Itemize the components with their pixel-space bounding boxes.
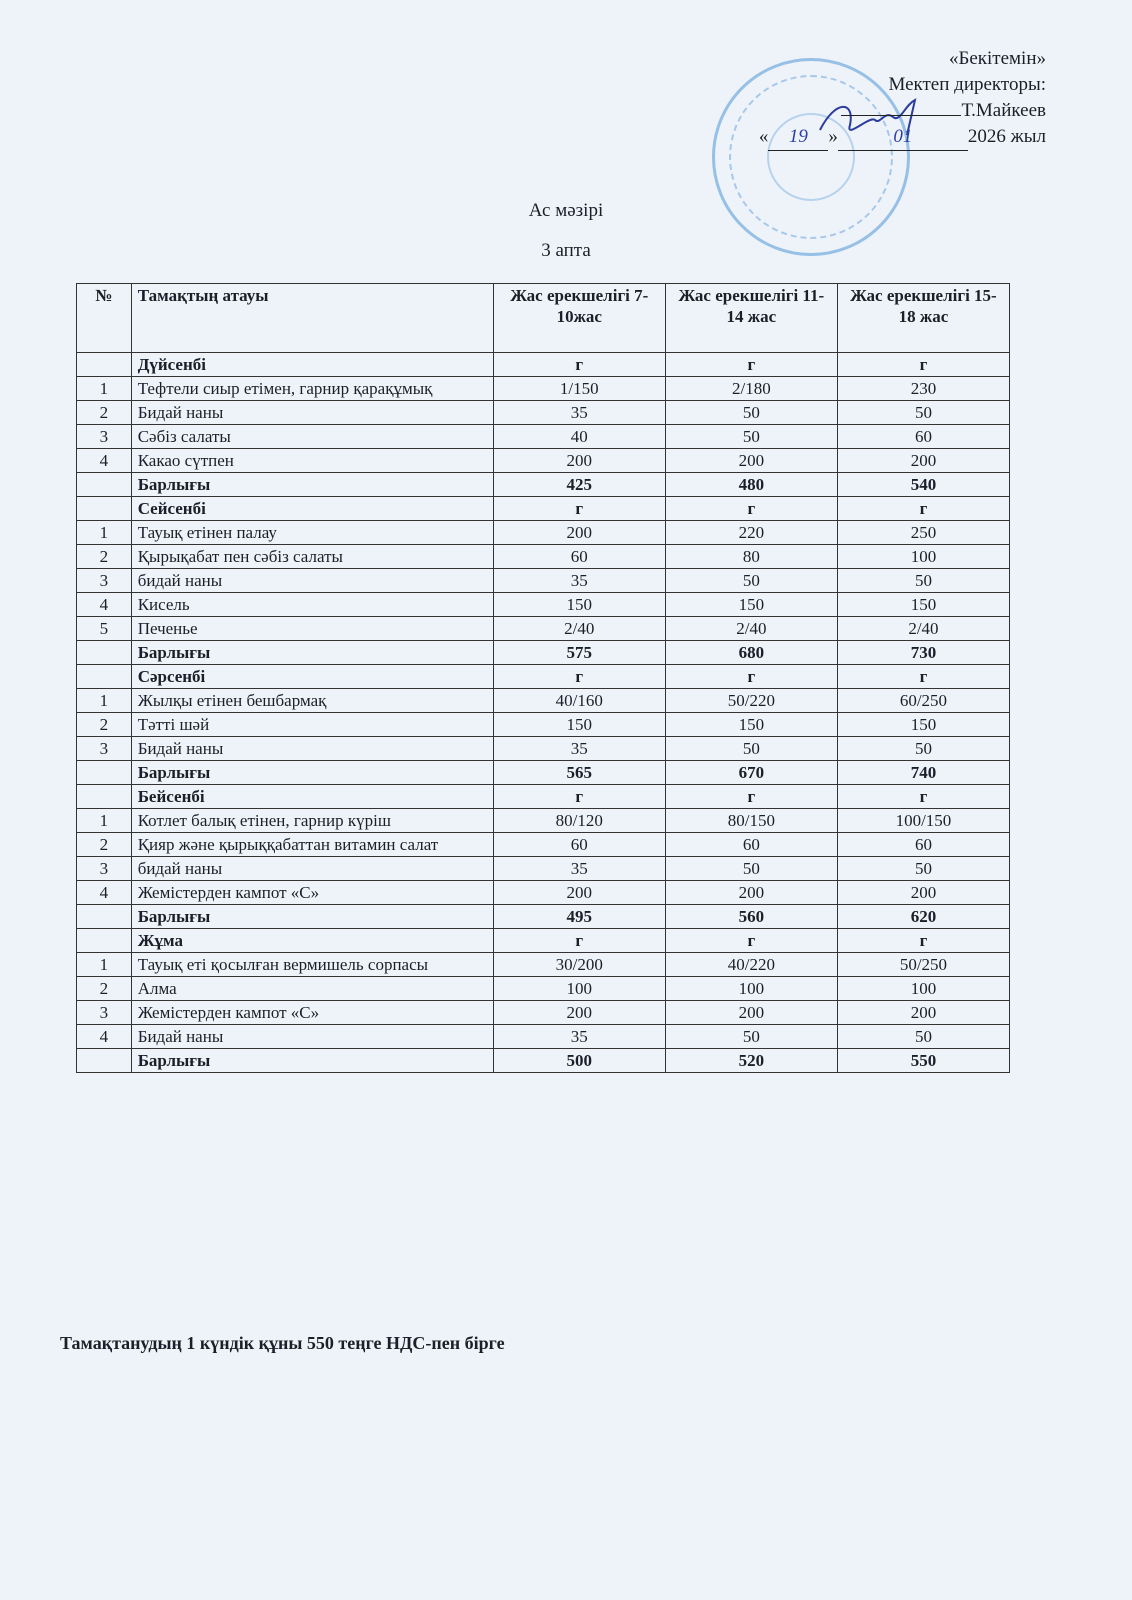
portion-cell: 100 [837, 977, 1009, 1001]
total-cell: 495 [493, 905, 665, 929]
dish-number: 2 [77, 401, 132, 425]
col-number: № [77, 284, 132, 353]
dish-row [77, 857, 1010, 881]
unit-cell: г [665, 353, 837, 377]
portion-cell: 200 [837, 1001, 1009, 1025]
dish-row [77, 401, 1010, 425]
approval-block: «Бекітемін» Мектеп директоры: Т.Майкеев « 19 » 01 2026 жыл [759, 46, 1046, 151]
dish-row [77, 953, 1010, 977]
col-age-7-10: Жас ерекшелігі 7-10жас [493, 284, 665, 353]
dish-name: Печенье [131, 617, 493, 641]
portion-cell: 100 [665, 977, 837, 1001]
dish-row [77, 809, 1010, 833]
portion-cell: 50 [837, 737, 1009, 761]
total-cell: 730 [837, 641, 1009, 665]
total-cell: 425 [493, 473, 665, 497]
dish-number: 4 [77, 881, 132, 905]
dish-row [77, 1025, 1010, 1049]
dish-name: Тауық еті қосылған вермишель сорпасы [131, 953, 493, 977]
dish-name: Бидай наны [131, 401, 493, 425]
total-label: Барлығы [131, 1049, 493, 1073]
director-position: Мектеп директоры: [888, 74, 1046, 95]
dish-number: 4 [77, 1025, 132, 1049]
dish-name: Жемістерден кампот «С» [131, 881, 493, 905]
document-title: Ас мәзірі [528, 200, 604, 221]
total-label: Барлығы [131, 905, 493, 929]
portion-cell: 60 [493, 833, 665, 857]
day-name: Дүйсенбі [131, 353, 493, 377]
day-name: Сейсенбі [131, 497, 493, 521]
director-name: Т.Майкеев [961, 100, 1046, 121]
dish-name: Жемістерден кампот «С» [131, 1001, 493, 1025]
unit-cell: г [665, 929, 837, 953]
dish-name: Кисель [131, 593, 493, 617]
portion-cell: 200 [837, 449, 1009, 473]
unit-cell: г [837, 929, 1009, 953]
unit-cell: г [837, 785, 1009, 809]
header-row [77, 284, 1010, 353]
unit-cell: г [665, 665, 837, 689]
day-header-row [77, 353, 1010, 377]
portion-cell: 1/150 [493, 377, 665, 401]
day-header-row [77, 497, 1010, 521]
dish-number: 2 [77, 977, 132, 1001]
unit-cell: г [665, 785, 837, 809]
dish-name: Қырықабат пен сәбіз салаты [131, 545, 493, 569]
portion-cell: 30/200 [493, 953, 665, 977]
day-header-row [77, 785, 1010, 809]
dish-name: Тауық етінен палау [131, 521, 493, 545]
day-name: Бейсенбі [131, 785, 493, 809]
unit-cell: г [493, 665, 665, 689]
portion-cell: 250 [837, 521, 1009, 545]
total-cell: 670 [665, 761, 837, 785]
dish-number: 3 [77, 857, 132, 881]
portion-cell: 100 [837, 545, 1009, 569]
portion-cell: 50 [665, 737, 837, 761]
portion-cell: 2/40 [493, 617, 665, 641]
number-cell [77, 473, 132, 497]
portion-cell: 50/220 [665, 689, 837, 713]
unit-cell: г [493, 353, 665, 377]
number-cell [77, 641, 132, 665]
col-dish-name: Тамақтың атауы [131, 284, 493, 353]
portion-cell: 80 [665, 545, 837, 569]
total-cell: 620 [837, 905, 1009, 929]
dish-name: Алма [131, 977, 493, 1001]
dish-number: 3 [77, 1001, 132, 1025]
portion-cell: 60 [837, 833, 1009, 857]
dish-number: 3 [77, 569, 132, 593]
dish-row [77, 833, 1010, 857]
total-row [77, 473, 1010, 497]
unit-cell: г [837, 665, 1009, 689]
unit-cell: г [493, 497, 665, 521]
total-cell: 500 [493, 1049, 665, 1073]
dish-row [77, 617, 1010, 641]
dish-name: Какао сүтпен [131, 449, 493, 473]
dish-row [77, 545, 1010, 569]
dish-row [77, 713, 1010, 737]
portion-cell: 150 [665, 713, 837, 737]
dish-name: Қияр және қырыққабаттан витамин салат [131, 833, 493, 857]
total-row [77, 1049, 1010, 1073]
number-cell [77, 785, 132, 809]
portion-cell: 200 [665, 1001, 837, 1025]
portion-cell: 35 [493, 1025, 665, 1049]
day-header-row [77, 929, 1010, 953]
dish-number: 1 [77, 521, 132, 545]
dish-number: 1 [77, 689, 132, 713]
unit-cell: г [837, 353, 1009, 377]
portion-cell: 50 [837, 1025, 1009, 1049]
number-cell [77, 353, 132, 377]
portion-cell: 220 [665, 521, 837, 545]
dish-row [77, 881, 1010, 905]
dish-number: 1 [77, 809, 132, 833]
portion-cell: 40 [493, 425, 665, 449]
portion-cell: 50 [837, 857, 1009, 881]
portion-cell: 40/160 [493, 689, 665, 713]
day-name: Сәрсенбі [131, 665, 493, 689]
dish-name: Тәтті шәй [131, 713, 493, 737]
number-cell [77, 665, 132, 689]
dish-row [77, 1001, 1010, 1025]
dish-row [77, 377, 1010, 401]
approval-title: «Бекітемін» [948, 48, 1046, 69]
total-cell: 550 [837, 1049, 1009, 1073]
portion-cell: 50 [665, 425, 837, 449]
col-age-11-14: Жас ерекшелігі 11-14 жас [665, 284, 837, 353]
portion-cell: 150 [493, 593, 665, 617]
number-cell [77, 497, 132, 521]
approval-day: 19 [768, 124, 828, 151]
dish-number: 3 [77, 425, 132, 449]
dish-number: 3 [77, 737, 132, 761]
portion-cell: 60 [837, 425, 1009, 449]
total-cell: 575 [493, 641, 665, 665]
dish-name: Сәбіз салаты [131, 425, 493, 449]
total-label: Барлығы [131, 641, 493, 665]
portion-cell: 150 [837, 593, 1009, 617]
portion-cell: 200 [493, 1001, 665, 1025]
total-row [77, 761, 1010, 785]
portion-cell: 50 [665, 569, 837, 593]
portion-cell: 50 [665, 857, 837, 881]
portion-cell: 35 [493, 401, 665, 425]
dish-row [77, 977, 1010, 1001]
col-age-15-18: Жас ерекшелігі 15-18 жас [837, 284, 1009, 353]
portion-cell: 60 [665, 833, 837, 857]
dish-number: 1 [77, 377, 132, 401]
portion-cell: 100/150 [837, 809, 1009, 833]
dish-name: Бидай наны [131, 737, 493, 761]
dish-row [77, 521, 1010, 545]
dish-number: 4 [77, 449, 132, 473]
total-cell: 540 [837, 473, 1009, 497]
menu-table [76, 283, 1010, 1073]
portion-cell: 80/150 [665, 809, 837, 833]
week-label: 3 апта [541, 240, 591, 261]
dish-number: 2 [77, 833, 132, 857]
dish-number: 4 [77, 593, 132, 617]
total-cell: 480 [665, 473, 837, 497]
portion-cell: 60/250 [837, 689, 1009, 713]
dish-number: 5 [77, 617, 132, 641]
dish-name: бидай наны [131, 857, 493, 881]
dish-name: Бидай наны [131, 1025, 493, 1049]
portion-cell: 40/220 [665, 953, 837, 977]
dish-number: 2 [77, 545, 132, 569]
unit-cell: г [493, 929, 665, 953]
portion-cell: 200 [665, 449, 837, 473]
dish-row [77, 569, 1010, 593]
unit-cell: г [665, 497, 837, 521]
dish-name: Жылқы етінен бешбармақ [131, 689, 493, 713]
portion-cell: 35 [493, 737, 665, 761]
dish-name: Тефтели сиыр етімен, гарнир қарақұмық [131, 377, 493, 401]
total-label: Барлығы [131, 473, 493, 497]
portion-cell: 200 [837, 881, 1009, 905]
dish-row [77, 449, 1010, 473]
unit-cell: г [837, 497, 1009, 521]
portion-cell: 200 [493, 881, 665, 905]
portion-cell: 35 [493, 857, 665, 881]
portion-cell: 100 [493, 977, 665, 1001]
portion-cell: 150 [493, 713, 665, 737]
portion-cell: 230 [837, 377, 1009, 401]
number-cell [77, 761, 132, 785]
dish-number: 2 [77, 713, 132, 737]
portion-cell: 200 [665, 881, 837, 905]
portion-cell: 50 [837, 401, 1009, 425]
total-cell: 565 [493, 761, 665, 785]
dish-row [77, 689, 1010, 713]
portion-cell: 200 [493, 521, 665, 545]
approval-month: 01 [838, 124, 968, 151]
total-row [77, 905, 1010, 929]
portion-cell: 50 [837, 569, 1009, 593]
portion-cell: 50 [665, 401, 837, 425]
portion-cell: 50 [665, 1025, 837, 1049]
number-cell [77, 1049, 132, 1073]
dish-name: Котлет балық етінен, гарнир күріш [131, 809, 493, 833]
total-cell: 520 [665, 1049, 837, 1073]
portion-cell: 50/250 [837, 953, 1009, 977]
daily-cost-note: Тамақтанудың 1 күндік құны 550 теңге НДС-пен бірге [60, 1333, 505, 1353]
dish-row [77, 737, 1010, 761]
number-cell [77, 905, 132, 929]
portion-cell: 200 [493, 449, 665, 473]
portion-cell: 150 [837, 713, 1009, 737]
number-cell [77, 929, 132, 953]
portion-cell: 2/40 [665, 617, 837, 641]
portion-cell: 60 [493, 545, 665, 569]
approval-year: 2026 жыл [967, 126, 1046, 147]
day-header-row [77, 665, 1010, 689]
portion-cell: 150 [665, 593, 837, 617]
dish-name: бидай наны [131, 569, 493, 593]
portion-cell: 2/40 [837, 617, 1009, 641]
total-cell: 740 [837, 761, 1009, 785]
dish-row [77, 425, 1010, 449]
total-row [77, 641, 1010, 665]
portion-cell: 35 [493, 569, 665, 593]
total-cell: 680 [665, 641, 837, 665]
unit-cell: г [493, 785, 665, 809]
dish-row [77, 593, 1010, 617]
dish-number: 1 [77, 953, 132, 977]
portion-cell: 2/180 [665, 377, 837, 401]
total-cell: 560 [665, 905, 837, 929]
portion-cell: 80/120 [493, 809, 665, 833]
total-label: Барлығы [131, 761, 493, 785]
day-name: Жұма [131, 929, 493, 953]
